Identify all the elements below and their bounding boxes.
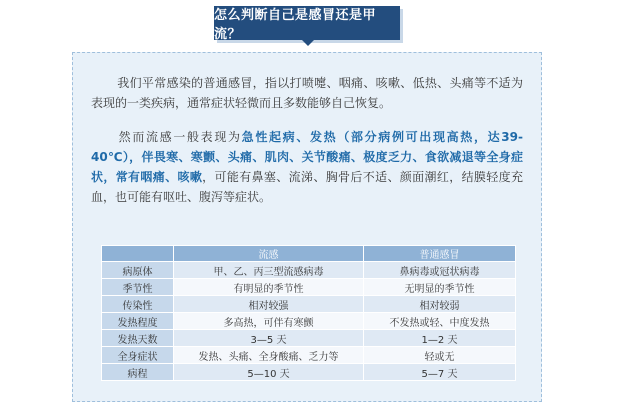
cold-cell: 无明显的季节性 bbox=[364, 279, 516, 296]
flu-cell: 5—10 天 bbox=[174, 364, 364, 381]
cold-cell: 相对较弱 bbox=[364, 296, 516, 313]
table-row bbox=[102, 313, 516, 330]
paragraph-flu-prefix: 然而流感一般表现为 bbox=[117, 130, 242, 144]
row-label: 传染性 bbox=[102, 296, 174, 313]
row-label: 发热天数 bbox=[102, 330, 174, 347]
cold-cell: 不发热或轻、中度发热 bbox=[364, 313, 516, 330]
table-row bbox=[102, 262, 516, 279]
table-header-flu: 流感 bbox=[174, 246, 364, 262]
table-row bbox=[102, 330, 516, 347]
table-row bbox=[102, 296, 516, 313]
paragraph-common-cold bbox=[91, 73, 523, 113]
cold-cell: 5—7 天 bbox=[364, 364, 516, 381]
flu-cell: 多高热，可伴有寒颤 bbox=[174, 313, 364, 330]
content-card bbox=[72, 52, 542, 402]
paragraph-flu-suffix: ，可能有鼻塞、流涕、胸骨后不适、颜面潮红，结膜轻度充血，也可能有呕吐、腹泻等症状。 bbox=[91, 170, 523, 204]
table-row bbox=[102, 364, 516, 381]
flu-cell: 3—5 天 bbox=[174, 330, 364, 347]
comparison-table bbox=[101, 245, 516, 381]
row-label: 病程 bbox=[102, 364, 174, 381]
table-header-empty bbox=[102, 246, 174, 262]
table-header-cold: 普通感冒 bbox=[364, 246, 516, 262]
cold-cell: 轻或无 bbox=[364, 347, 516, 364]
flu-cell: 相对较强 bbox=[174, 296, 364, 313]
row-label: 全身症状 bbox=[102, 347, 174, 364]
paragraph-common-cold-text: 我们平常感染的普通感冒，指以打喷嚏、咽痛、咳嗽、低热、头痛等不适为表现的一类疾病，通常症状轻微而且多数能够自己恢复。 bbox=[91, 76, 523, 110]
row-label: 发热程度 bbox=[102, 313, 174, 330]
title-pointer-arrow bbox=[302, 40, 314, 46]
table-header-row bbox=[102, 246, 516, 262]
row-label: 病原体 bbox=[102, 262, 174, 279]
table-row bbox=[102, 279, 516, 296]
page-title: 怎么判断自己是感冒还是甲流？ bbox=[214, 6, 400, 40]
cold-cell: 鼻病毒或冠状病毒 bbox=[364, 262, 516, 279]
paragraph-flu-highlight: 急性起病、发热（部分病例可出现高热，达39-40℃），伴畏寒、寒颤、头痛、肌肉、关节酸痛、极度乏力、食欲减退等全身症状，常有咽痛、咳嗽 bbox=[91, 130, 523, 184]
flu-cell: 有明显的季节性 bbox=[174, 279, 364, 296]
flu-cell: 发热、头痛、全身酸痛、乏力等 bbox=[174, 347, 364, 364]
table-row bbox=[102, 347, 516, 364]
flu-cell: 甲、乙、丙三型流感病毒 bbox=[174, 262, 364, 279]
cold-cell: 1—2 天 bbox=[364, 330, 516, 347]
row-label: 季节性 bbox=[102, 279, 174, 296]
paragraph-flu bbox=[91, 127, 523, 207]
